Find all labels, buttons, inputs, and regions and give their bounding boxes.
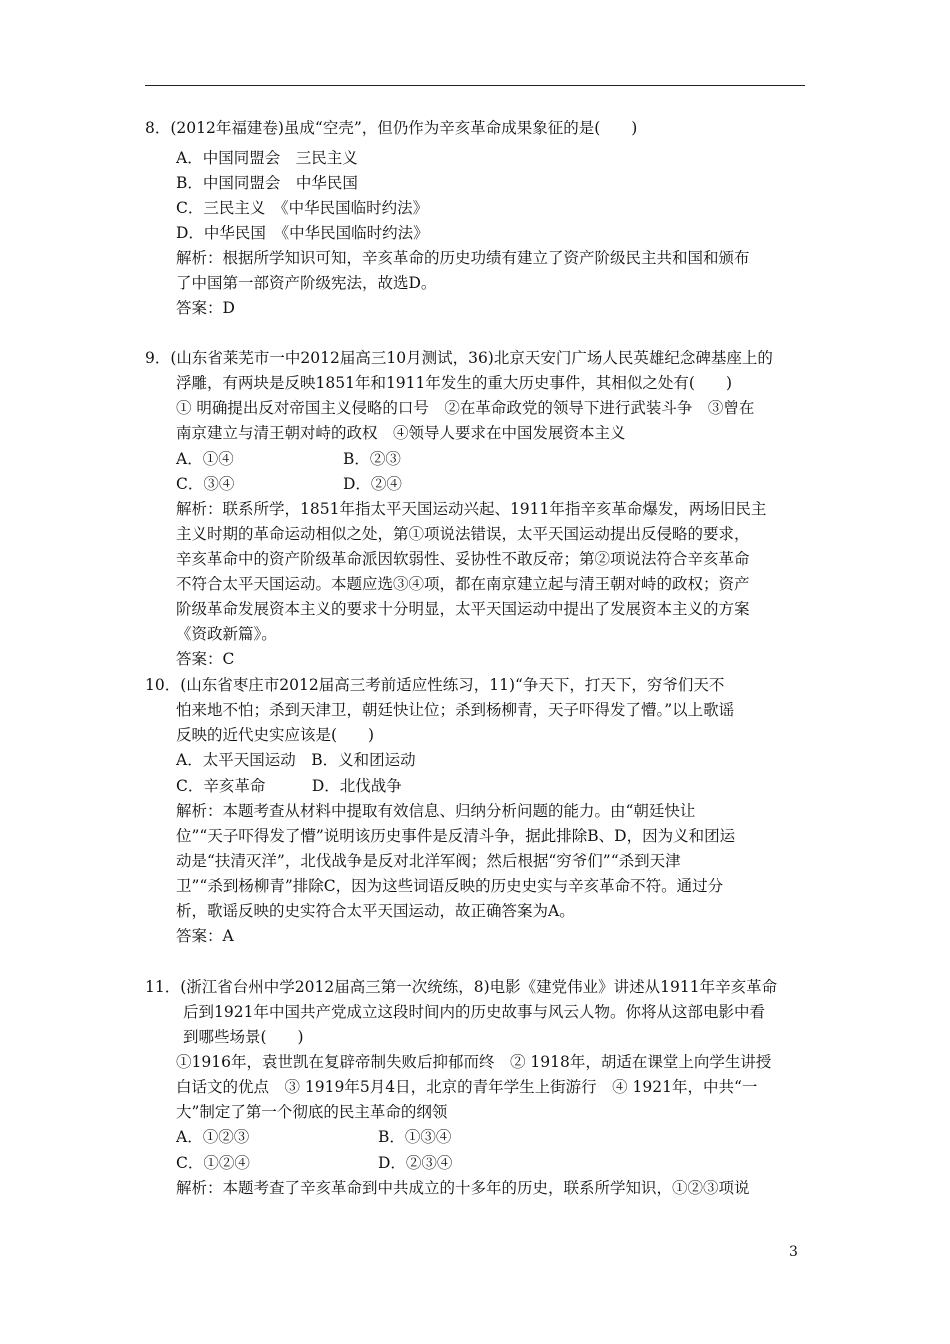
- q11-stem-line-5: 白话文的优点 ③ 1919年5月4日，北京的青年学生上街游行 ④ 1921年，中共“一: [176, 1078, 758, 1096]
- q9-answer: 答案：C: [176, 650, 235, 668]
- header-rule: [145, 85, 805, 86]
- q9-stem-line-4: 南京建立与清王朝对峙的政权 ④领导人要求在中国发展资本主义: [176, 424, 626, 442]
- q9-stem-line-2: 浮雕，有两块是反映1851年和1911年发生的重大历史事件，其相似之处有( ): [176, 374, 732, 392]
- q9-analysis-line-3: 辛亥革命中的资产阶级革命派因软弱性、妥协性不敢反帝；第②项说法符合辛亥革命: [176, 550, 750, 568]
- q10-analysis-line-3: 动是“扶清灭洋”，北伐战争是反对北洋军阀；然后根据“穷爷们”“杀到天津: [176, 852, 681, 870]
- q10-stem-line-3: 反映的近代史实应该是( ): [176, 726, 375, 744]
- q9-analysis-line-6: 《资政新篇》。: [176, 625, 277, 643]
- q9-analysis-line-4: 不符合太平天国运动。本题应选③④项，都在南京建立起与清王朝对峙的政权；资产: [176, 575, 750, 593]
- q10-analysis-line-5: 析，歌谣反映的史实符合太平天国运动，故正确答案为A。: [176, 902, 575, 920]
- q9-option-d: D．②④: [343, 475, 402, 493]
- q10-options-row-2: C．辛亥革命 D．北伐战争: [176, 777, 402, 795]
- q11-stem-line-2: 后到1921年中国共产党成立这段时间内的历史故事与风云人物。你将从这部电影中看: [183, 1003, 765, 1021]
- q8-analysis-line-1: 解析：根据所学知识可知，辛亥革命的历史功绩有建立了资产阶级民主共和国和颁布: [176, 249, 750, 267]
- q11-stem-line-1: 11．(浙江省台州中学2012届高三第一次统练，8)电影《建党伟业》讲述从1911年辛亥革命: [145, 978, 778, 996]
- q8-option-c: C．三民主义 《中华民国临时约法》: [176, 199, 429, 217]
- q11-stem-line-4: ①1916年，袁世凯在复辟帝制失败后抑郁而终 ② 1918年，胡适在课堂上向学生讲授: [176, 1053, 772, 1071]
- q9-analysis-line-1: 解析：联系所学，1851年指太平天国运动兴起、1911年指辛亥革命爆发，两场旧民主: [176, 500, 767, 518]
- q10-answer: 答案：A: [176, 927, 234, 945]
- q10-stem-line-2: 怕来地不怕；杀到天津卫，朝廷快让位；杀到杨柳青，天子吓得发了懵。”以上歌谣: [176, 701, 735, 719]
- q10-analysis-line-1: 解析：本题考查从材料中提取有效信息、归纳分析问题的能力。由“朝廷快让: [176, 802, 696, 820]
- q8-option-d: D．中华民国 《中华民国临时约法》: [176, 224, 429, 242]
- q10-analysis-line-2: 位”“天子吓得发了懵”说明该历史事件是反清斗争，据此排除B、D，因为义和团运: [176, 827, 736, 845]
- q9-analysis-line-2: 主义时期的革命运动相似之处，第①项说法错误，太平天国运动提出反侵略的要求，: [176, 525, 750, 543]
- q8-answer: 答案：D: [176, 299, 235, 317]
- q9-stem-line-1: 9．(山东省莱芜市一中2012届高三10月测试，36)北京天安门广场人民英雄纪念碑基座上的: [145, 349, 773, 367]
- q8-option-b: B．中国同盟会 中华民国: [176, 174, 358, 192]
- q10-options-row-1: A．太平天国运动 B．义和团运动: [176, 751, 416, 769]
- q10-stem-line-1: 10．(山东省枣庄市2012届高三考前适应性练习，11)“争天下，打天下，穷爷们天不: [145, 676, 725, 694]
- q8-stem-line-1: 8．(2012年福建卷)虽成“空壳”，但仍作为辛亥革命成果象征的是( ): [145, 119, 638, 137]
- q11-stem-line-6: 大”制定了第一个彻底的民主革命的纲领: [176, 1103, 448, 1121]
- page-number: 3: [789, 1244, 798, 1260]
- q11-option-b: B．①③④: [378, 1128, 452, 1146]
- q11-stem-line-3: 到哪些场景( ): [183, 1028, 304, 1046]
- q9-stem-line-3: ① 明确提出反对帝国主义侵略的口号 ②在革命政党的领导下进行武装斗争 ③曾在: [176, 399, 755, 417]
- q10-analysis-line-4: 卫”“杀到杨柳青”排除C，因为这些词语反映的历史史实与辛亥革命不符。通过分: [176, 877, 724, 895]
- q11-analysis-line-1: 解析：本题考查了辛亥革命到中共成立的十多年的历史，联系所学知识，①②③项说: [176, 1179, 750, 1197]
- q11-option-d: D．②③④: [378, 1154, 453, 1172]
- q9-option-a: A．①④: [176, 450, 234, 468]
- q9-option-c: C．③④: [176, 475, 235, 493]
- q8-analysis-line-2: 了中国第一部资产阶级宪法，故选D。: [176, 274, 437, 292]
- q9-analysis-line-5: 阶级革命发展资本主义的要求十分明显，太平天国运动中提出了发展资本主义的方案: [176, 600, 750, 618]
- q9-option-b: B．②③: [343, 450, 401, 468]
- q8-option-a: A．中国同盟会 三民主义: [176, 149, 358, 167]
- q11-option-a: A．①②③: [176, 1128, 250, 1146]
- q11-option-c: C．①②④: [176, 1154, 250, 1172]
